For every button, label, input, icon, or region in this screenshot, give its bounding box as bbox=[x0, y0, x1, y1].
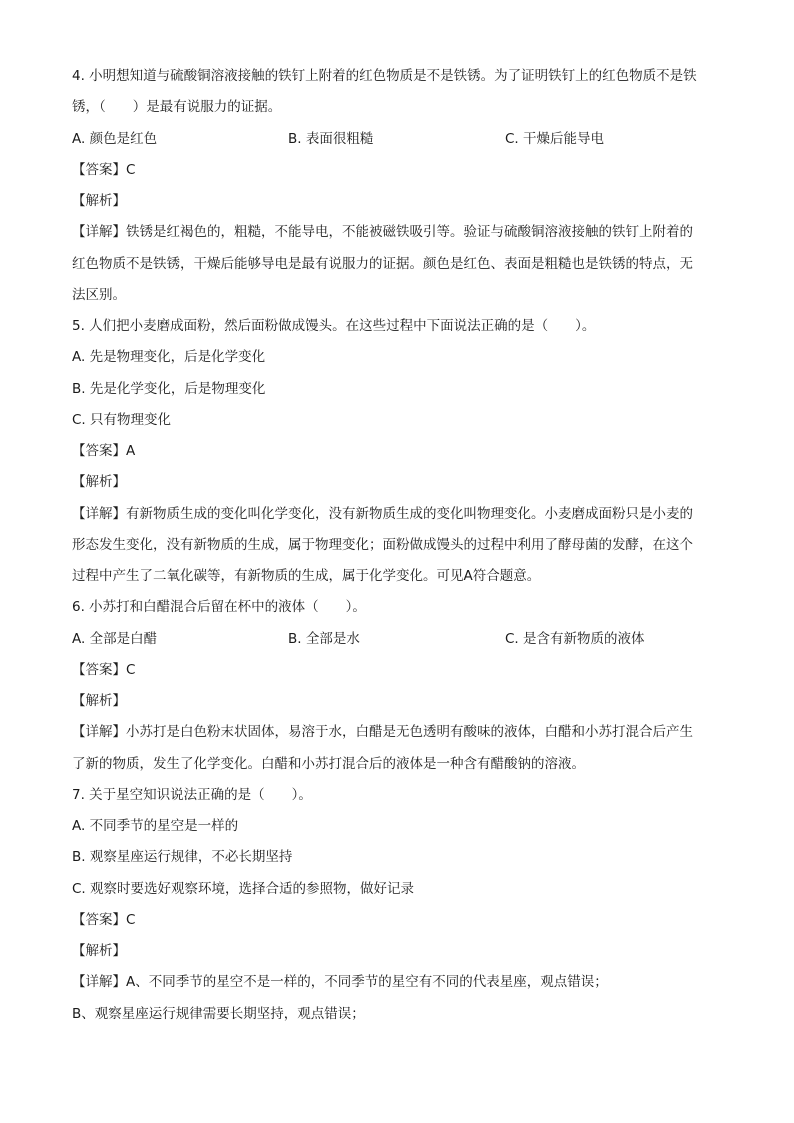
q5-option-b: B. 先是化学变化，后是物理变化 bbox=[72, 381, 266, 397]
q7-option-a: A. 不同季节的星空是一样的 bbox=[72, 818, 239, 834]
q7-option-b: B. 观察星座运行规律，不必长期坚持 bbox=[72, 849, 293, 865]
q4-detail-line-2: 红色物质不是铁锈，干燥后能够导电是最有说服力的证据。颜色是红色、表面是粗糙也是铁锈的特点，无 bbox=[72, 256, 693, 272]
q6-analysis-heading: 【解析】 bbox=[72, 693, 126, 709]
q5-analysis-heading: 【解析】 bbox=[72, 474, 126, 490]
q7-detail-line-2: B、观察星座运行规律需要长期坚持，观点错误； bbox=[72, 1006, 365, 1022]
q6-detail-line-2: 了新的物质，发生了化学变化。白醋和小苏打混合后的液体是一种含有醋酸钠的溶液。 bbox=[72, 756, 585, 772]
q5-stem: 5. 人们把小麦磨成面粉，然后面粉做成馒头。在这些过程中下面说法正确的是（ ）。 bbox=[72, 318, 596, 334]
q7-stem: 7. 关于星空知识说法正确的是（ ）。 bbox=[72, 787, 312, 803]
q4-answer: 【答案】C bbox=[72, 162, 136, 178]
q4-option-b: B. 表面很粗糙 bbox=[288, 131, 374, 147]
q7-answer: 【答案】C bbox=[72, 912, 136, 928]
q7-analysis-heading: 【解析】 bbox=[72, 943, 126, 959]
q4-option-a: A. 颜色是红色 bbox=[72, 131, 158, 147]
q4-detail-line-3: 法区别。 bbox=[72, 287, 126, 303]
q7-option-c: C. 观察时要选好观察环境，选择合适的参照物，做好记录 bbox=[72, 881, 415, 897]
q6-answer: 【答案】C bbox=[72, 662, 136, 678]
q5-detail-line-1: 【详解】有新物质生成的变化叫化学变化，没有新物质生成的变化叫物理变化。小麦磨成面粉只是小麦的 bbox=[72, 506, 693, 522]
q7-detail-line-1: 【详解】A、不同季节的星空不是一样的，不同季节的星空有不同的代表星座，观点错误； bbox=[72, 974, 608, 990]
q6-option-a: A. 全部是白醋 bbox=[72, 631, 158, 647]
q5-detail-line-2: 形态发生变化，没有新物质的生成，属于物理变化；面粉做成馒头的过程中利用了酵母菌的发酵，在这个 bbox=[72, 537, 693, 553]
q5-option-a: A. 先是物理变化，后是化学变化 bbox=[72, 349, 266, 365]
q4-stem-line-1: 4. 小明想知道与硫酸铜溶液接触的铁钉上附着的红色物质是不是铁锈。为了证明铁钉上的红色物质不是铁 bbox=[72, 68, 697, 84]
q6-stem: 6. 小苏打和白醋混合后留在杯中的液体（ ）。 bbox=[72, 599, 366, 615]
q5-option-c: C. 只有物理变化 bbox=[72, 412, 172, 428]
q5-answer: 【答案】A bbox=[72, 443, 136, 459]
q4-detail-line-1: 【详解】铁锈是红褐色的，粗糙，不能导电，不能被磁铁吸引等。验证与硫酸铜溶液接触的铁钉上附着的 bbox=[72, 224, 693, 240]
q6-detail-line-1: 【详解】小苏打是白色粉末状固体，易溶于水，白醋是无色透明有酸味的液体，白醋和小苏打混合后产生 bbox=[72, 724, 693, 740]
q6-option-c: C. 是含有新物质的液体 bbox=[505, 631, 645, 647]
q6-option-b: B. 全部是水 bbox=[288, 631, 360, 647]
q4-analysis-heading: 【解析】 bbox=[72, 193, 126, 209]
q4-stem-line-2: 锈，（ ）是最有说服力的证据。 bbox=[72, 99, 282, 115]
q5-detail-line-3: 过程中产生了二氧化碳等，有新物质的生成，属于化学变化。可见A符合题意。 bbox=[72, 568, 541, 584]
q4-option-c: C. 干燥后能导电 bbox=[505, 131, 605, 147]
